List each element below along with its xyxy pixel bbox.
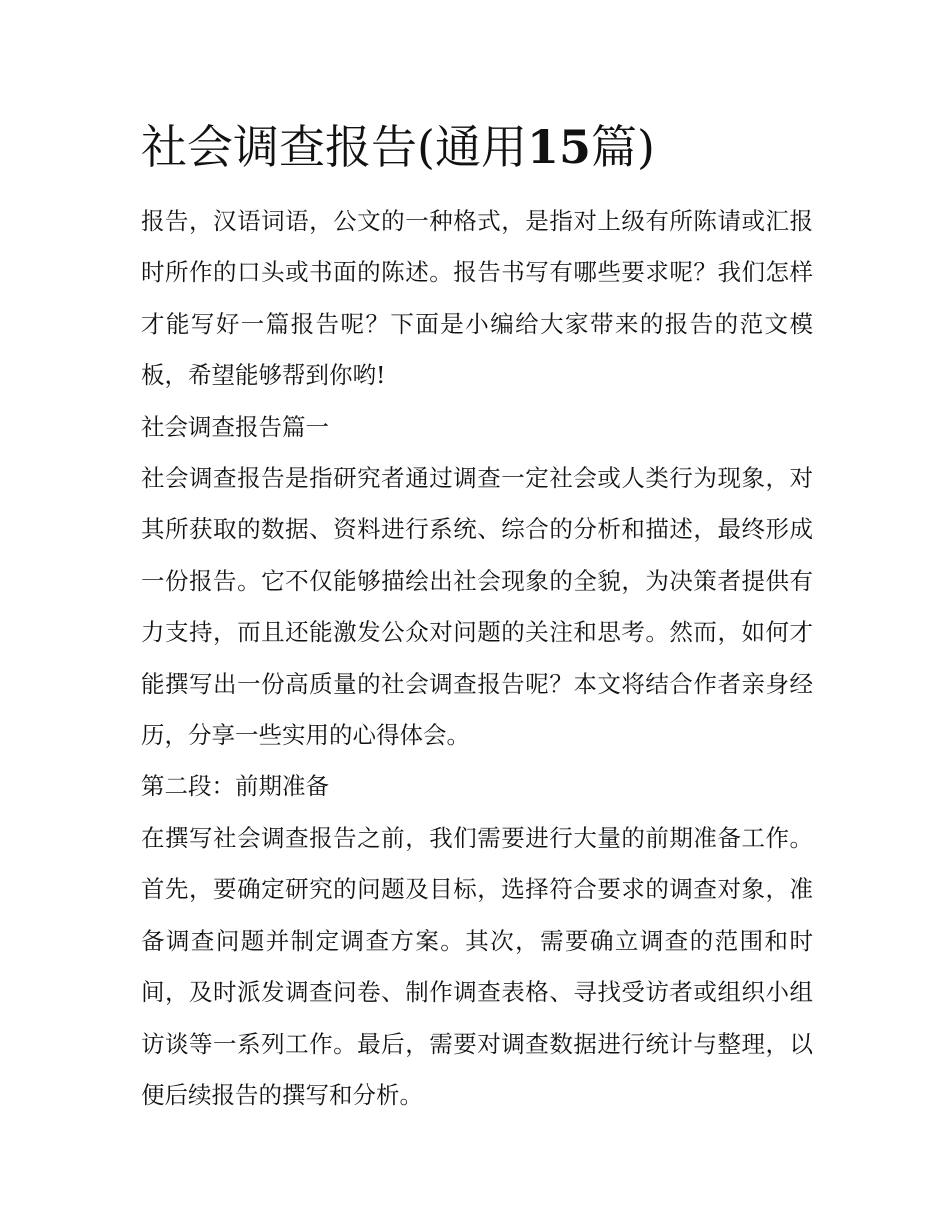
document-content — [141, 116, 813, 1121]
document-title — [141, 116, 813, 178]
body-paragraph-overview: 社会调查报告是指研究者通过调查一定社会或人类行为现象，对其所获取的数据、资料进行系统、综合的分析和描述，最终形成一份报告。它不仅能够描绘出社会现象的全貌，为决策者提供有力支持，而且还能激发公众对问题的关注和思考。然而，如何才能撰写出一份高质量的社会调查报告呢？本文将结合作者亲身经历，分享一些实用的心得体会。 — [141, 464, 813, 750]
title-main: 社会调查报告(通用 — [141, 120, 527, 174]
title-end: 篇) — [590, 120, 655, 174]
title-number: 15 — [526, 120, 591, 174]
section-heading-part-one: 社会调查报告篇一 — [141, 412, 329, 441]
body-paragraph-preparation: 在撰写社会调查报告之前，我们需要进行大量的前期准备工作。首先，要确定研究的问题及目标，选择符合要求的调查对象，准备调查问题并制定调查方案。其次，需要确立调查的范围和时间，及时派发调查问卷、制作调查表格、寻找受访者或组织小组访谈等一系列工作。最后，需要对调查数据进行统计与整理，以便后续报告的撰写和分析。 — [141, 823, 813, 1109]
section-heading-preparation: 第二段：前期准备 — [141, 772, 329, 801]
intro-paragraph: 报告，汉语词语，公文的一种格式，是指对上级有所陈请或汇报时所作的口头或书面的陈述。报告书写有哪些要求呢？我们怎样才能写好一篇报告呢？下面是小编给大家带来的报告的范文模板，希望能够帮到你哟! — [141, 207, 813, 390]
